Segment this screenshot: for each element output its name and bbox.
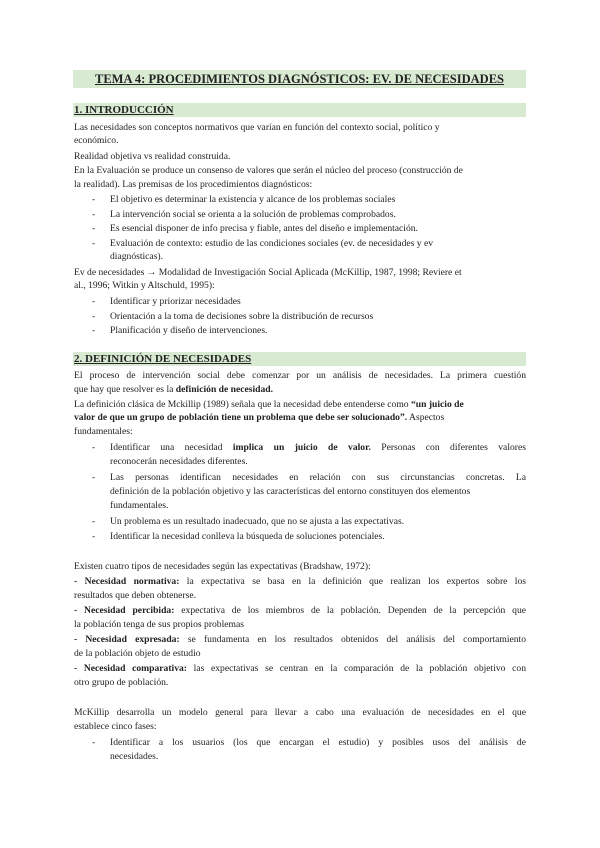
s1-bullet: Evaluación de contexto: estudio de las condiciones sociales (ev. de necesidades y ev	[110, 238, 434, 249]
s1-line: Realidad objetiva vs realidad construida.	[74, 151, 231, 162]
s2-text: La definición clásica de Mckillip (1989) señala que la necesidad debe entenderse como	[74, 399, 411, 410]
section1-heading: 1. INTRODUCCIÓN	[74, 104, 174, 116]
need-type-cont: de la población objeto de estudio	[74, 648, 201, 659]
bullet-dash: -	[92, 311, 96, 322]
s1-bullet: Es esencial disponer de info precisa y fiable, antes del diseño e implementación.	[110, 223, 418, 234]
need-type	[74, 633, 526, 646]
s2-line: establece cinco fases:	[74, 721, 157, 732]
s1-bullet: El objetivo es determinar la existencia y alcance de los problemas sociales	[110, 194, 396, 205]
s1-line: Las necesidades son conceptos normativos que varían en función del contexto social, político y	[74, 122, 440, 133]
bullet-dash: -	[92, 296, 96, 307]
bullet-dash: -	[92, 472, 96, 483]
s2-bold: - Necesidad percibida:	[74, 605, 175, 616]
need-type	[74, 662, 526, 675]
page-title: TEMA 4: PROCEDIMIENTOS DIAGNÓSTICOS: EV. DE NECESIDADES	[95, 72, 504, 86]
s2-line: McKillip desarrolla un modelo general para llevar a cabo una evaluación de necesidades en el que	[74, 707, 526, 718]
s2-bullet: Identificar la necesidad conlleva la búsqueda de soluciones potenciales.	[110, 531, 385, 542]
s2-bullet-cont: fundamentales.	[110, 500, 169, 511]
s2-bullet-cont: reconocerán necesidades diferentes.	[110, 456, 248, 467]
s2-text: Identificar una necesidad	[110, 442, 233, 453]
s2-bold: implica un juicio de valor.	[232, 442, 371, 453]
bullet-dash: -	[92, 737, 96, 748]
s2-text: que hay que resolver es la	[74, 384, 176, 395]
bullet-dash: -	[92, 223, 96, 234]
s2-text: se fundamenta en los resultados obtenidos del análisis del comportamiento	[179, 634, 527, 645]
s2-bold: valor de que un grupo de población tiene un problema que debe ser solucionado”.	[74, 412, 408, 423]
s1-line: En la Evaluación se produce un consenso de valores que serán el núcleo del proceso (construcción de	[74, 165, 463, 176]
s1-bullet-cont: diagnósticas).	[110, 251, 164, 262]
s2-text: Aspectos	[407, 412, 445, 423]
s2-bold: definición de necesidad.	[175, 384, 274, 395]
s1-line: la realidad). Las premisas de los procedimientos diagnósticos:	[74, 179, 313, 190]
s1-line: al., 1996; Witkin y Altschuld, 1995):	[74, 280, 215, 291]
s2-line	[74, 398, 464, 411]
bullet-dash: -	[92, 516, 96, 527]
bullet-dash: -	[92, 531, 96, 542]
s2-bullet: Identificar a los usuarios (los que encargan el estudio) y posibles usos del análisis de	[110, 737, 526, 748]
s2-text: Personas con diferentes valores	[370, 442, 526, 453]
s2-line: El proceso de intervención social debe comenzar por un análisis de necesidades. La primera cuestión	[74, 370, 526, 381]
s2-bullet	[110, 441, 526, 454]
s2-text: expectativa de los miembros de la población. Dependen de la percepción que	[174, 605, 527, 616]
bullet-dash: -	[92, 325, 96, 336]
s2-bullet: Un problema es un resultado inadecuado, que no se ajusta a las expectativas.	[110, 516, 405, 527]
need-type-cont: la población tenga de sus propios problemas	[74, 619, 244, 630]
s1-line: económico.	[74, 135, 119, 146]
s2-line: fundamentales:	[74, 426, 133, 437]
bullet-dash: -	[92, 238, 96, 249]
s1-bullet: Orientación a la toma de decisiones sobre la distribución de recursos	[110, 311, 374, 322]
need-type-cont: resultados que deben obtenerse.	[74, 590, 197, 601]
bullet-dash: -	[92, 442, 96, 453]
s1-line: Ev de necesidades → Modalidad de Investigación Social Aplicada (McKillip, 1987, 1998; Reviere et	[74, 267, 462, 278]
s1-bullet: Identificar y priorizar necesidades	[110, 296, 241, 307]
s2-line: Existen cuatro tipos de necesidades según las expectativas (Bradshaw, 1972):	[74, 561, 371, 572]
need-type	[74, 575, 526, 588]
s2-bold: - Necesidad normativa:	[74, 576, 180, 587]
s1-bullet: La intervención social se orienta a la solución de problemas comprobados.	[110, 209, 396, 220]
s2-bullet-cont: necesidades.	[110, 751, 159, 762]
s2-text: la expectativa se basa en la definición que realizan los expertos sobre los	[179, 576, 527, 587]
s1-bullet: Planificación y diseño de intervenciones.	[110, 325, 268, 336]
s2-line	[74, 411, 444, 424]
s2-line	[74, 383, 273, 396]
s2-bold: - Necesidad comparativa:	[74, 663, 187, 674]
s2-bullet: Las personas identifican necesidades en relación con sus circunstancias concretas. La	[110, 472, 526, 483]
s2-bold: “un juicio de	[410, 399, 464, 410]
section2-heading: 2. DEFINICIÓN DE NECESIDADES	[74, 353, 252, 365]
bullet-dash: -	[92, 194, 96, 205]
s2-text: las expectativas se centran en la comparación de la población objetivo con	[187, 663, 526, 674]
need-type	[74, 604, 526, 617]
need-type-cont: otro grupo de población.	[74, 677, 169, 688]
s2-bullet-cont: definición de la población objetivo y las características del entorno constituyen dos elementos	[110, 486, 471, 497]
s2-bold: - Necesidad expresada:	[74, 634, 180, 645]
bullet-dash: -	[92, 209, 96, 220]
